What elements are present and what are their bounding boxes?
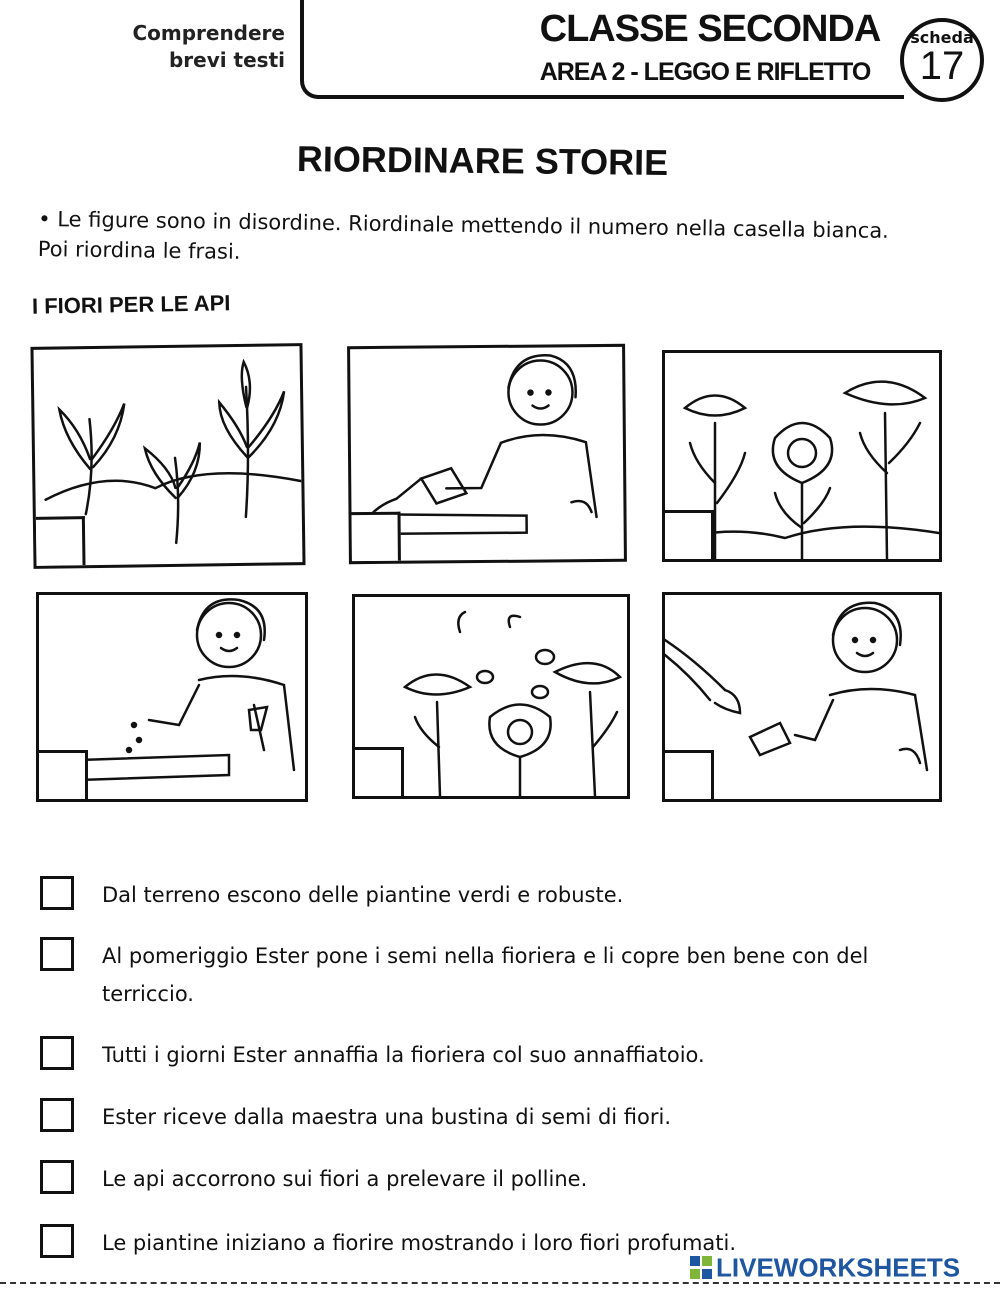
sentence-row-2 — [40, 937, 920, 1013]
panel-5 — [352, 594, 630, 799]
panel-1-number-box[interactable] — [36, 516, 86, 566]
panel-5-number-box[interactable] — [355, 747, 404, 796]
sentence-4-text: Ester riceve dalla maestra una bustina di semi di fiori. — [102, 1105, 672, 1129]
topic-line-1: Comprendere — [132, 21, 285, 45]
sentence-6-checkbox[interactable] — [40, 1224, 74, 1258]
sentence-6-text: Le piantine iniziano a fiorire mostrando i loro fiori profumati. — [102, 1231, 737, 1255]
panel-1 — [30, 343, 305, 569]
sentence-5-text: Le api accorrono sui fiori a prelevare il polline. — [102, 1167, 588, 1191]
sentence-3-text: Tutti i giorni Ester annaffia la fioriera col suo annaffiatoio. — [102, 1043, 705, 1067]
sentence-1-checkbox[interactable] — [40, 876, 74, 910]
panel-2 — [347, 344, 627, 564]
panel-4-number-box[interactable] — [39, 750, 88, 799]
sentence-row-4 — [40, 1098, 920, 1138]
topic-label — [95, 20, 285, 74]
sentence-row-1 — [40, 876, 920, 916]
scheda-badge — [900, 18, 984, 102]
liveworksheets-brand: LIVEWORKSHEETS — [716, 1252, 961, 1283]
panel-6-number-box[interactable] — [665, 750, 714, 799]
story-title: I FIORI PER LE API — [31, 290, 231, 319]
instruction-text: • Le figure sono in disordine. Riordinale mettendo il numero nella casella bianca. Poi riordina le frasi. — [37, 206, 890, 264]
class-title: CLASSE SECONDA — [539, 8, 881, 50]
scheda-label: scheda — [910, 28, 974, 47]
sentence-5-checkbox[interactable] — [40, 1160, 74, 1194]
panel-4 — [36, 592, 308, 802]
panel-6 — [662, 592, 942, 802]
sentence-3-checkbox[interactable] — [40, 1036, 74, 1070]
sentence-4-checkbox[interactable] — [40, 1098, 74, 1132]
panel-3-number-box[interactable] — [665, 510, 714, 559]
area-title: AREA 2 - LEGGO E RIFLETTO — [539, 58, 871, 86]
sentence-2-checkbox[interactable] — [40, 937, 74, 971]
sentence-row-5 — [40, 1160, 920, 1200]
sentence-row-3 — [40, 1036, 920, 1076]
topic-line-2: brevi testi — [168, 48, 285, 72]
scheda-number: 17 — [919, 44, 965, 88]
sentence-1-text: Dal terreno escono delle piantine verdi e robuste. — [102, 883, 624, 907]
panel-2-number-box[interactable] — [352, 512, 401, 561]
page-title: RIORDINARE STORIE — [296, 138, 669, 183]
panel-3 — [662, 350, 942, 562]
liveworksheets-logo[interactable] — [690, 1251, 990, 1283]
liveworksheets-logo-icon — [690, 1256, 712, 1280]
sentence-2-text: Al pomeriggio Ester pone i semi nella fioriera e li copre ben bene con del terriccio. — [102, 944, 869, 1006]
